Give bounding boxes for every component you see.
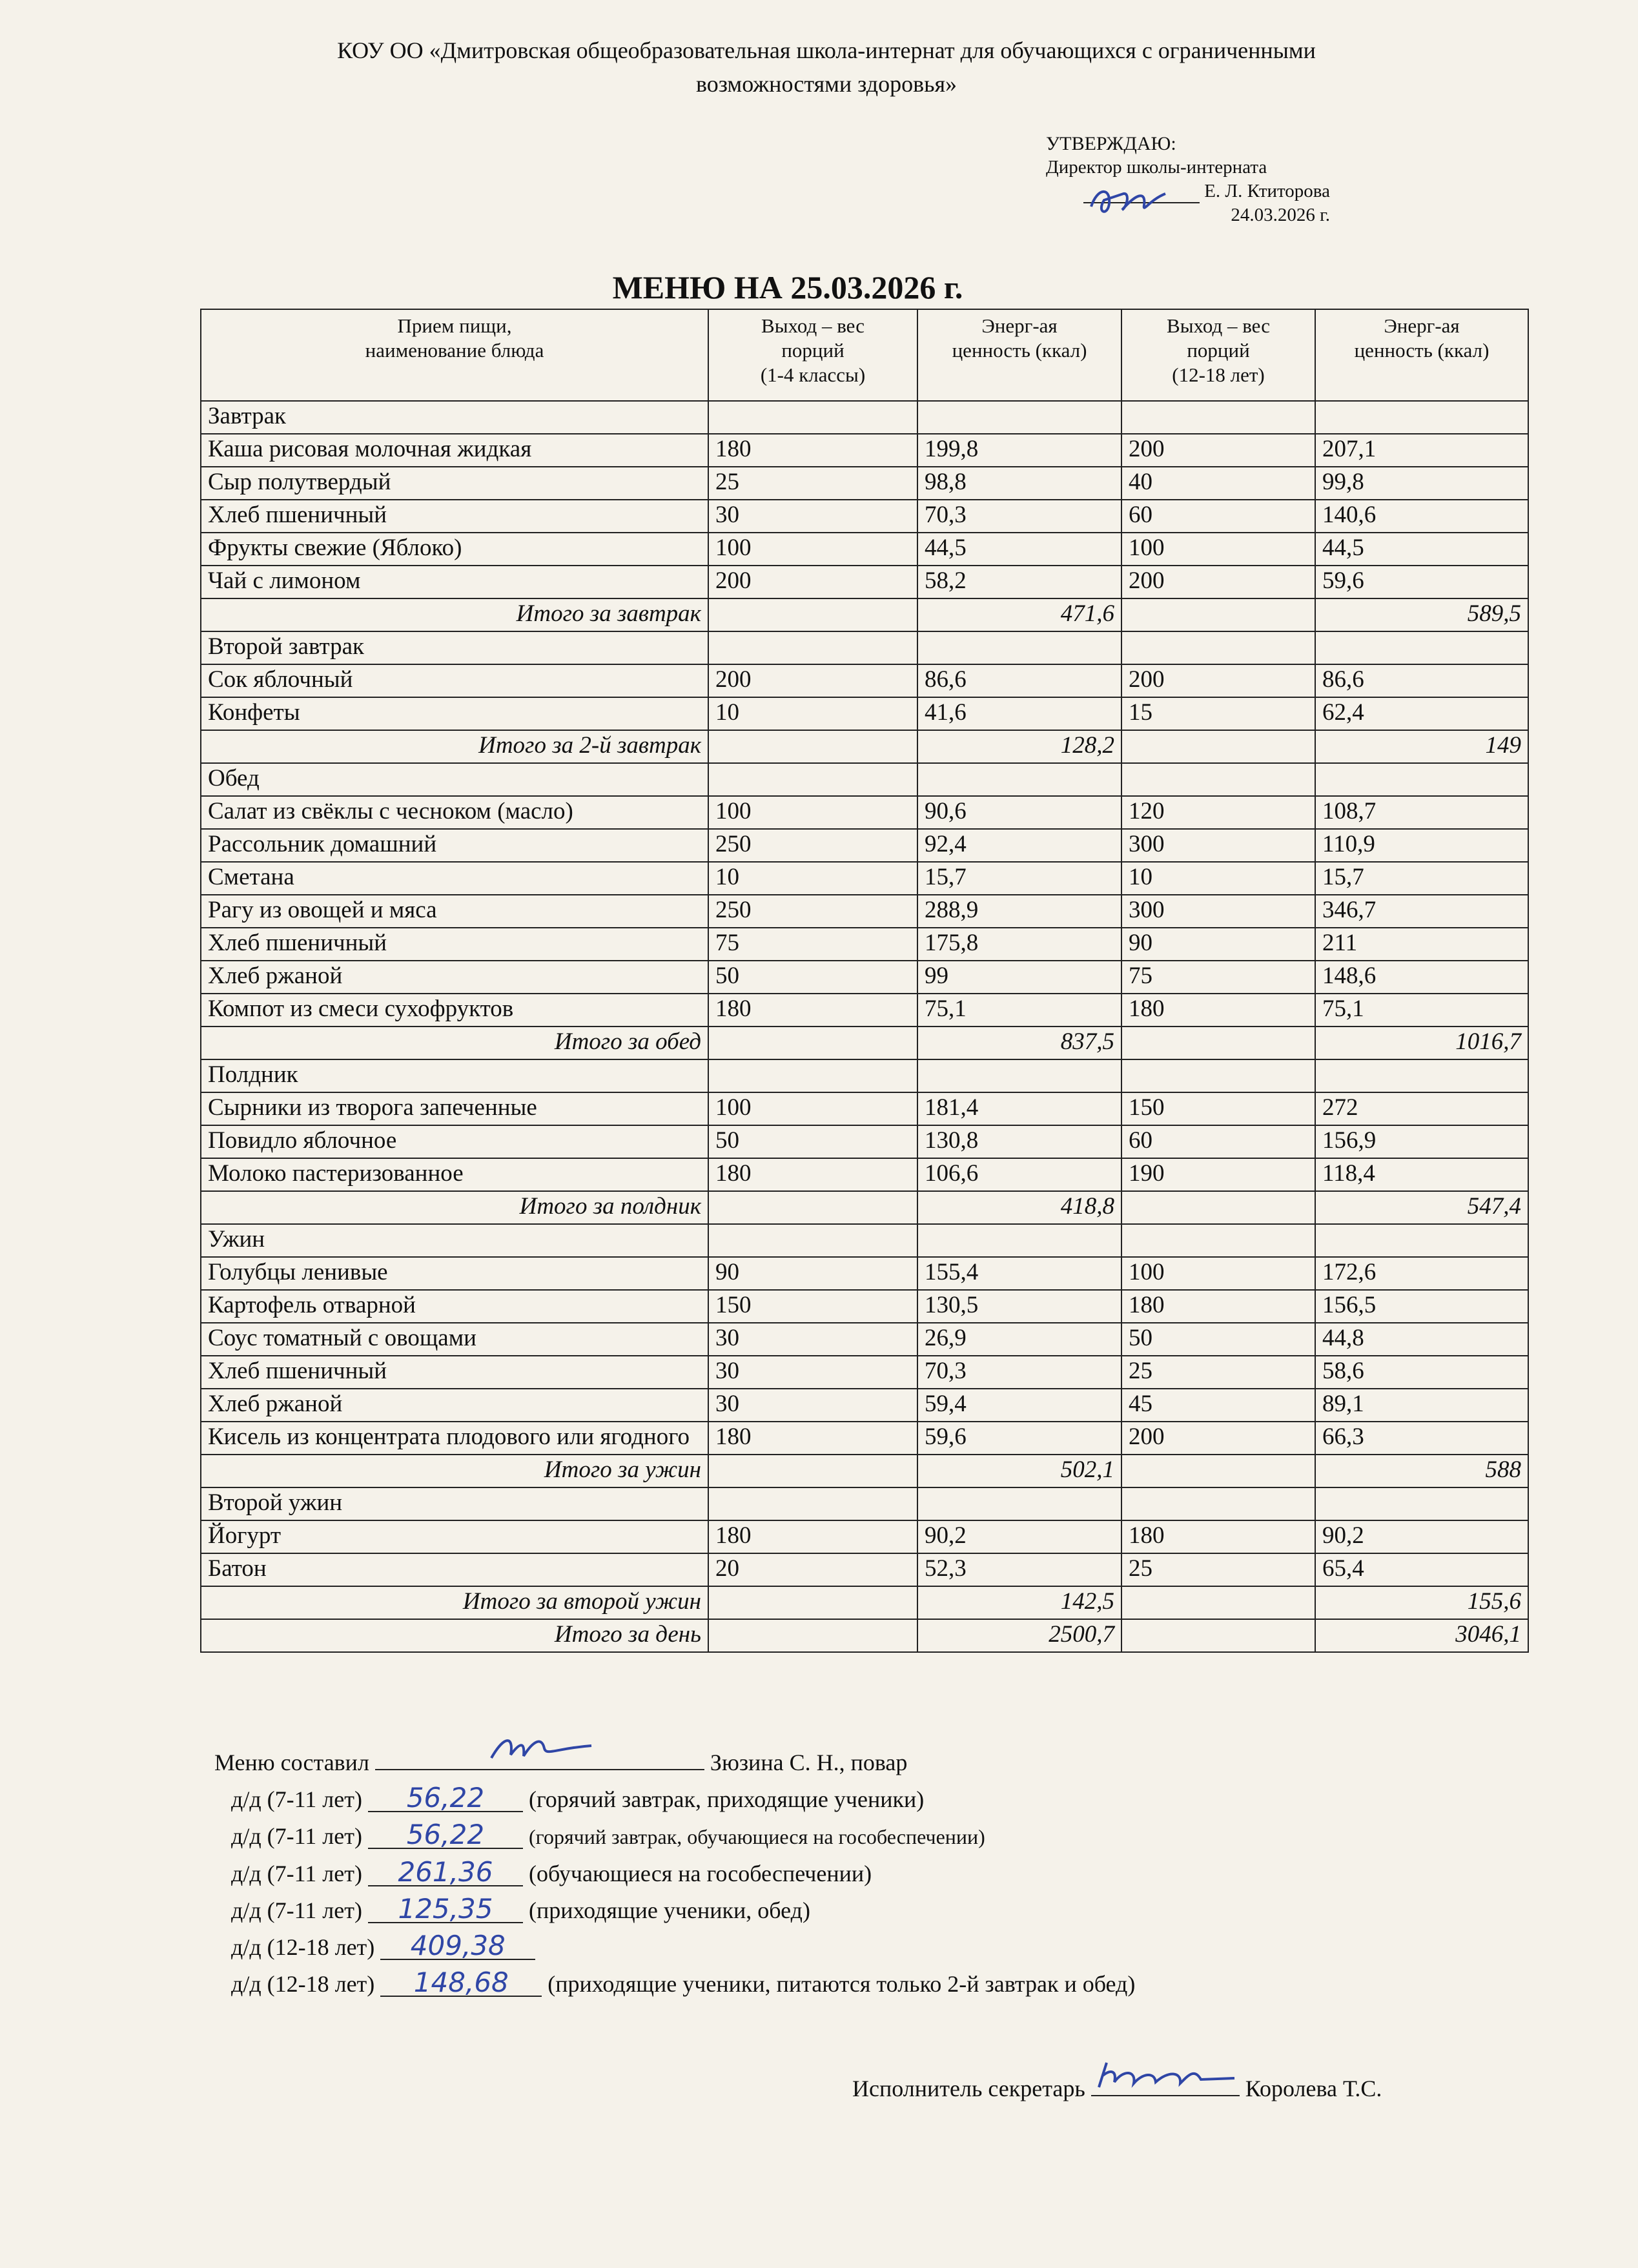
empty-cell <box>708 631 917 664</box>
section-total-1-4: 471,6 <box>917 598 1121 631</box>
weight-1-4: 200 <box>708 566 917 598</box>
section-row <box>201 763 1528 796</box>
dish-name: Голубцы ленивые <box>201 1257 708 1290</box>
empty-cell <box>917 1059 1121 1092</box>
daily-cost-label: д/д (7-11 лет) <box>231 1786 362 1812</box>
empty-cell <box>1315 631 1528 664</box>
weight-12-18: 25 <box>1121 1553 1315 1586</box>
daily-cost-lines <box>214 1781 1506 2003</box>
section-total-1-4: 837,5 <box>917 1027 1121 1059</box>
weight-1-4: 75 <box>708 928 917 961</box>
section-title: Ужин <box>201 1224 708 1257</box>
energy-12-18: 66,3 <box>1315 1422 1528 1455</box>
empty-cell <box>917 1224 1121 1257</box>
energy-12-18: 58,6 <box>1315 1356 1528 1389</box>
weight-1-4: 10 <box>708 697 917 730</box>
table-row <box>201 434 1528 467</box>
energy-1-4: 175,8 <box>917 928 1121 961</box>
energy-12-18: 156,9 <box>1315 1125 1528 1158</box>
daily-cost-note: (приходящие ученики, обед) <box>528 1897 810 1923</box>
section-total-row <box>201 730 1528 763</box>
daily-cost-value: 409,38 <box>380 1933 535 1960</box>
empty-cell <box>1121 1224 1315 1257</box>
menu-table <box>200 309 1529 1653</box>
table-row <box>201 533 1528 566</box>
empty-cell <box>708 1455 917 1487</box>
section-total-row <box>201 1455 1528 1487</box>
dish-name: Повидло яблочное <box>201 1125 708 1158</box>
weight-1-4: 30 <box>708 1356 917 1389</box>
dish-name: Молоко пастеризованное <box>201 1158 708 1191</box>
daily-cost-label: д/д (7-11 лет) <box>231 1861 362 1886</box>
secretary-signature-line <box>1091 2069 1240 2096</box>
weight-1-4: 180 <box>708 994 917 1027</box>
energy-1-4: 92,4 <box>917 829 1121 862</box>
weight-12-18: 120 <box>1121 796 1315 829</box>
energy-12-18: 118,4 <box>1315 1158 1528 1191</box>
table-row <box>201 1257 1528 1290</box>
daily-cost-value: 125,35 <box>368 1896 523 1923</box>
weight-1-4: 250 <box>708 829 917 862</box>
energy-1-4: 90,2 <box>917 1520 1121 1553</box>
section-total-label: Итого за второй ужин <box>201 1586 708 1619</box>
dish-name: Йогурт <box>201 1520 708 1553</box>
empty-cell <box>708 763 917 796</box>
daily-cost-label: д/д (12-18 лет) <box>231 1934 375 1960</box>
empty-cell <box>917 401 1121 434</box>
empty-cell <box>1121 631 1315 664</box>
daily-cost-value: 148,68 <box>380 1970 542 1997</box>
energy-12-18: 108,7 <box>1315 796 1528 829</box>
table-row <box>201 796 1528 829</box>
weight-12-18: 200 <box>1121 1422 1315 1455</box>
day-total-label: Итого за день <box>201 1619 708 1652</box>
section-title: Полдник <box>201 1059 708 1092</box>
daily-cost-label: д/д (7-11 лет) <box>231 1823 362 1849</box>
dish-name: Хлеб ржаной <box>201 961 708 994</box>
empty-cell <box>917 631 1121 664</box>
dish-name: Сырники из творога запеченные <box>201 1092 708 1125</box>
section-total-label: Итого за ужин <box>201 1455 708 1487</box>
table-row <box>201 1323 1528 1356</box>
table-row <box>201 1158 1528 1191</box>
empty-cell <box>708 1027 917 1059</box>
weight-12-18: 90 <box>1121 928 1315 961</box>
weight-12-18: 15 <box>1121 697 1315 730</box>
weight-12-18: 300 <box>1121 829 1315 862</box>
section-row <box>201 1224 1528 1257</box>
cook-signature-image <box>485 1729 601 1768</box>
empty-cell <box>1121 1487 1315 1520</box>
energy-12-18: 86,6 <box>1315 664 1528 697</box>
empty-cell <box>1315 401 1528 434</box>
section-total-row <box>201 1586 1528 1619</box>
empty-cell <box>1121 1455 1315 1487</box>
executor-label: Исполнитель секретарь <box>852 2076 1085 2101</box>
energy-1-4: 52,3 <box>917 1553 1121 1586</box>
daily-cost-row <box>214 1855 1506 1892</box>
section-total-label: Итого за 2-й завтрак <box>201 730 708 763</box>
dish-name: Фрукты свежие (Яблоко) <box>201 533 708 566</box>
energy-12-18: 207,1 <box>1315 434 1528 467</box>
section-total-label: Итого за полдник <box>201 1191 708 1224</box>
empty-cell <box>708 1586 917 1619</box>
energy-12-18: 110,9 <box>1315 829 1528 862</box>
empty-cell <box>1121 1059 1315 1092</box>
weight-12-18: 180 <box>1121 994 1315 1027</box>
weight-1-4: 30 <box>708 1389 917 1422</box>
energy-1-4: 59,4 <box>917 1389 1121 1422</box>
table-row <box>201 1389 1528 1422</box>
section-total-1-4: 142,5 <box>917 1586 1121 1619</box>
weight-1-4: 100 <box>708 533 917 566</box>
weight-1-4: 50 <box>708 1125 917 1158</box>
table-row <box>201 862 1528 895</box>
weight-1-4: 20 <box>708 1553 917 1586</box>
weight-12-18: 60 <box>1121 500 1315 533</box>
empty-cell <box>708 1059 917 1092</box>
menu-title: МЕНЮ НА 25.03.2026 г. <box>612 269 963 305</box>
energy-12-18: 44,5 <box>1315 533 1528 566</box>
energy-12-18: 44,8 <box>1315 1323 1528 1356</box>
column-header-energy-12-18: Энерг-ая ценность (ккал) <box>1315 309 1528 401</box>
weight-12-18: 100 <box>1121 533 1315 566</box>
daily-cost-value: 261,36 <box>368 1859 523 1886</box>
energy-12-18: 211 <box>1315 928 1528 961</box>
daily-cost-row <box>214 1818 1506 1855</box>
energy-12-18: 89,1 <box>1315 1389 1528 1422</box>
empty-cell <box>708 1191 917 1224</box>
energy-1-4: 86,6 <box>917 664 1121 697</box>
secretary-signature-image <box>1091 2056 1240 2095</box>
table-row <box>201 895 1528 928</box>
energy-1-4: 130,8 <box>917 1125 1121 1158</box>
empty-cell <box>917 763 1121 796</box>
table-row <box>201 467 1528 500</box>
energy-1-4: 98,8 <box>917 467 1121 500</box>
empty-cell <box>1121 730 1315 763</box>
energy-12-18: 90,2 <box>1315 1520 1528 1553</box>
organization-line-1: КОУ ОО «Дмитровская общеобразовательная школа-интернат для обучающихся с ограниченными <box>337 37 1316 63</box>
energy-1-4: 155,4 <box>917 1257 1121 1290</box>
day-total-12-18: 3046,1 <box>1315 1619 1528 1652</box>
daily-cost-row <box>214 1781 1506 1818</box>
day-total-row <box>201 1619 1528 1652</box>
energy-1-4: 59,6 <box>917 1422 1121 1455</box>
table-row <box>201 961 1528 994</box>
energy-12-18: 148,6 <box>1315 961 1528 994</box>
table-row <box>201 697 1528 730</box>
weight-1-4: 180 <box>708 1158 917 1191</box>
energy-12-18: 59,6 <box>1315 566 1528 598</box>
dish-name: Сметана <box>201 862 708 895</box>
empty-cell <box>708 1487 917 1520</box>
empty-cell <box>1315 763 1528 796</box>
approval-date: 24.03.2026 г. <box>1231 205 1330 225</box>
section-total-row <box>201 1191 1528 1224</box>
energy-1-4: 26,9 <box>917 1323 1121 1356</box>
daily-cost-row <box>214 1929 1506 1966</box>
menu-table-body <box>201 401 1528 1652</box>
executor-name: Королева Т.С. <box>1245 2076 1382 2101</box>
weight-1-4: 180 <box>708 1520 917 1553</box>
weight-1-4: 180 <box>708 434 917 467</box>
table-row <box>201 1125 1528 1158</box>
section-total-12-18: 589,5 <box>1315 598 1528 631</box>
energy-12-18: 99,8 <box>1315 467 1528 500</box>
section-total-12-18: 1016,7 <box>1315 1027 1528 1059</box>
approval-name: Е. Л. Ктиторова <box>1204 181 1330 201</box>
column-header-weight-12-18: Выход – вес порций (12-18 лет) <box>1121 309 1315 401</box>
section-total-12-18: 588 <box>1315 1455 1528 1487</box>
energy-1-4: 58,2 <box>917 566 1121 598</box>
daily-cost-value: 56,22 <box>368 1785 523 1812</box>
weight-12-18: 50 <box>1121 1323 1315 1356</box>
table-row <box>201 1092 1528 1125</box>
dish-name: Каша рисовая молочная жидкая <box>201 434 708 467</box>
section-row <box>201 401 1528 434</box>
section-total-label: Итого за обед <box>201 1027 708 1059</box>
dish-name: Кисель из концентрата плодового или ягодного <box>201 1422 708 1455</box>
approval-title: УТВЕРЖДАЮ: <box>1046 133 1176 154</box>
dish-name: Салат из свёклы с чесноком (масло) <box>201 796 708 829</box>
energy-12-18: 62,4 <box>1315 697 1528 730</box>
table-row <box>201 500 1528 533</box>
section-row <box>201 1059 1528 1092</box>
energy-12-18: 172,6 <box>1315 1257 1528 1290</box>
table-row <box>201 1422 1528 1455</box>
energy-1-4: 288,9 <box>917 895 1121 928</box>
table-row <box>201 566 1528 598</box>
empty-cell <box>1121 598 1315 631</box>
column-header-weight-1-4: Выход – вес порций (1-4 классы) <box>708 309 917 401</box>
section-row <box>201 1487 1528 1520</box>
energy-12-18: 65,4 <box>1315 1553 1528 1586</box>
empty-cell <box>1121 1027 1315 1059</box>
daily-cost-note: (приходящие ученики, питаются только 2-й завтрак и обед) <box>548 1971 1136 1997</box>
dish-name: Хлеб ржаной <box>201 1389 708 1422</box>
cook-signature-line <box>375 1743 704 1770</box>
table-row <box>201 994 1528 1027</box>
column-header-dish: Прием пищи, наименование блюда <box>201 309 708 401</box>
section-total-12-18: 155,6 <box>1315 1586 1528 1619</box>
empty-cell <box>1121 1619 1315 1652</box>
energy-12-18: 272 <box>1315 1092 1528 1125</box>
weight-1-4: 100 <box>708 1092 917 1125</box>
section-total-1-4: 502,1 <box>917 1455 1121 1487</box>
day-total-1-4: 2500,7 <box>917 1619 1121 1652</box>
dish-name: Соус томатный с овощами <box>201 1323 708 1356</box>
table-row <box>201 1553 1528 1586</box>
section-title: Второй ужин <box>201 1487 708 1520</box>
weight-12-18: 200 <box>1121 566 1315 598</box>
table-row <box>201 1520 1528 1553</box>
weight-1-4: 150 <box>708 1290 917 1323</box>
empty-cell <box>708 1224 917 1257</box>
executor-row <box>852 2069 1382 2105</box>
director-signature-image <box>1085 174 1175 226</box>
composed-by-label: Меню составил <box>214 1750 369 1775</box>
energy-1-4: 99 <box>917 961 1121 994</box>
empty-cell <box>1315 1487 1528 1520</box>
composed-by-name: Зюзина С. Н., повар <box>710 1750 908 1775</box>
energy-1-4: 70,3 <box>917 1356 1121 1389</box>
dish-name: Сыр полутвердый <box>201 467 708 500</box>
weight-12-18: 200 <box>1121 664 1315 697</box>
weight-1-4: 250 <box>708 895 917 928</box>
empty-cell <box>1121 763 1315 796</box>
daily-cost-value: 56,22 <box>368 1822 523 1849</box>
organization-name <box>194 34 1459 101</box>
section-title: Второй завтрак <box>201 631 708 664</box>
dish-name: Хлеб пшеничный <box>201 928 708 961</box>
section-total-12-18: 149 <box>1315 730 1528 763</box>
weight-12-18: 45 <box>1121 1389 1315 1422</box>
empty-cell <box>1315 1059 1528 1092</box>
organization-line-2: возможностями здоровья» <box>695 71 957 97</box>
weight-12-18: 40 <box>1121 467 1315 500</box>
dish-name: Хлеб пшеничный <box>201 1356 708 1389</box>
daily-cost-row <box>214 1892 1506 1929</box>
energy-1-4: 90,6 <box>917 796 1121 829</box>
dish-name: Чай с лимоном <box>201 566 708 598</box>
energy-12-18: 156,5 <box>1315 1290 1528 1323</box>
weight-12-18: 180 <box>1121 1290 1315 1323</box>
energy-1-4: 15,7 <box>917 862 1121 895</box>
weight-12-18: 200 <box>1121 434 1315 467</box>
table-header-row <box>201 309 1528 401</box>
energy-1-4: 130,5 <box>917 1290 1121 1323</box>
weight-12-18: 10 <box>1121 862 1315 895</box>
energy-1-4: 70,3 <box>917 500 1121 533</box>
table-row <box>201 1290 1528 1323</box>
weight-1-4: 10 <box>708 862 917 895</box>
section-total-row <box>201 1027 1528 1059</box>
empty-cell <box>1121 1586 1315 1619</box>
section-title: Завтрак <box>201 401 708 434</box>
composed-by-row <box>214 1743 1506 1781</box>
empty-cell <box>708 1619 917 1652</box>
energy-1-4: 44,5 <box>917 533 1121 566</box>
section-total-12-18: 547,4 <box>1315 1191 1528 1224</box>
energy-12-18: 15,7 <box>1315 862 1528 895</box>
table-row <box>201 829 1528 862</box>
energy-12-18: 346,7 <box>1315 895 1528 928</box>
weight-12-18: 190 <box>1121 1158 1315 1191</box>
dish-name: Конфеты <box>201 697 708 730</box>
weight-1-4: 100 <box>708 796 917 829</box>
energy-1-4: 41,6 <box>917 697 1121 730</box>
energy-12-18: 75,1 <box>1315 994 1528 1027</box>
weight-12-18: 25 <box>1121 1356 1315 1389</box>
energy-12-18: 140,6 <box>1315 500 1528 533</box>
weight-12-18: 180 <box>1121 1520 1315 1553</box>
dish-name: Компот из смеси сухофруктов <box>201 994 708 1027</box>
daily-cost-label: д/д (12-18 лет) <box>231 1971 375 1997</box>
section-total-label: Итого за завтрак <box>201 598 708 631</box>
dish-name: Сок яблочный <box>201 664 708 697</box>
section-total-1-4: 128,2 <box>917 730 1121 763</box>
empty-cell <box>917 1487 1121 1520</box>
weight-1-4: 25 <box>708 467 917 500</box>
weight-1-4: 90 <box>708 1257 917 1290</box>
energy-1-4: 106,6 <box>917 1158 1121 1191</box>
weight-1-4: 30 <box>708 500 917 533</box>
energy-1-4: 181,4 <box>917 1092 1121 1125</box>
weight-12-18: 60 <box>1121 1125 1315 1158</box>
energy-1-4: 199,8 <box>917 434 1121 467</box>
weight-12-18: 100 <box>1121 1257 1315 1290</box>
weight-1-4: 200 <box>708 664 917 697</box>
dish-name: Хлеб пшеничный <box>201 500 708 533</box>
weight-12-18: 300 <box>1121 895 1315 928</box>
section-total-1-4: 418,8 <box>917 1191 1121 1224</box>
daily-cost-note: (горячий завтрак, обучающиеся на гособеспечении) <box>528 1825 985 1848</box>
daily-cost-note: (обучающиеся на гособеспечении) <box>528 1861 872 1886</box>
table-row <box>201 928 1528 961</box>
energy-1-4: 75,1 <box>917 994 1121 1027</box>
section-title: Обед <box>201 763 708 796</box>
weight-12-18: 75 <box>1121 961 1315 994</box>
empty-cell <box>708 598 917 631</box>
column-header-energy-1-4: Энерг-ая ценность (ккал) <box>917 309 1121 401</box>
dish-name: Картофель отварной <box>201 1290 708 1323</box>
daily-cost-row <box>214 1966 1506 2003</box>
table-row <box>201 1356 1528 1389</box>
menu-footer <box>214 1743 1506 2003</box>
weight-1-4: 50 <box>708 961 917 994</box>
empty-cell <box>1121 401 1315 434</box>
approval-position: Директор школы-интерната <box>1046 157 1267 178</box>
dish-name: Рассольник домашний <box>201 829 708 862</box>
empty-cell <box>1121 1191 1315 1224</box>
daily-cost-note: (горячий завтрак, приходящие ученики) <box>528 1786 925 1812</box>
weight-12-18: 150 <box>1121 1092 1315 1125</box>
weight-1-4: 180 <box>708 1422 917 1455</box>
dish-name: Батон <box>201 1553 708 1586</box>
section-total-row <box>201 598 1528 631</box>
empty-cell <box>1315 1224 1528 1257</box>
daily-cost-label: д/д (7-11 лет) <box>231 1897 362 1923</box>
dish-name: Рагу из овощей и мяса <box>201 895 708 928</box>
weight-1-4: 30 <box>708 1323 917 1356</box>
empty-cell <box>708 401 917 434</box>
section-row <box>201 631 1528 664</box>
table-row <box>201 664 1528 697</box>
empty-cell <box>708 730 917 763</box>
